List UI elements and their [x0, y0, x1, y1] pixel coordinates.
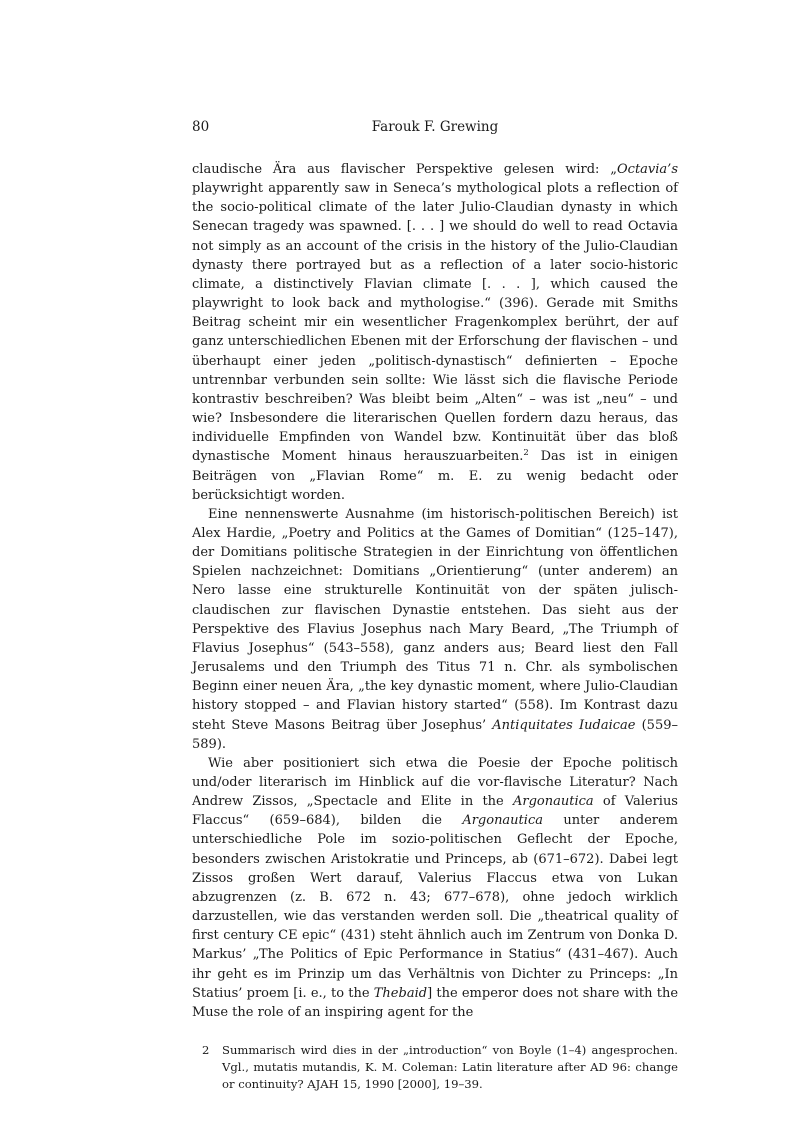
footnotes [192, 1042, 678, 1092]
footnote-mark: 2 [202, 1043, 210, 1058]
running-head [192, 118, 678, 140]
paragraph-3: Wie aber positioniert sich etwa die Poesie der Epoche politisch und/oder literarisch im Hinblick auf die vor-flavische Literatur? Nach Andrew Zissos, „Spectacle and Elite in the Argonautica of Valerius Flaccus“ (659–684), bilden die Argonautica unter anderem unterschiedliche Pole im sozio-politischen Geflecht der Epoche, besonders zwischen Aristokratie und Princeps, ab (671–672). Dabei legt Zissos großen Wert darauf, Valerius Flaccus etwa von Lukan abzugrenzen (z. B. 672 n. 43; 677–678), ohne jedoch wirklich darzustellen, wie das verstanden werden soll. Die „theatrical quality of first century CE epic“ (431) steht ähnlich auch im Zentrum von Donka D. Markus’ „The Politics of Epic Performance in Statius“ (431–467). Auch ihr geht es im Prinzip um das Verhältnis von Dichter zu Princeps: „In Statius’ proem [i. e., to the Thebaid] the emperor does not share with the Muse the role of an inspiring agent for the [192, 755, 679, 1020]
paragraph-2: Eine nennenswerte Ausnahme (im historisch-politischen Bereich) ist Alex Hardie, „Poetry and Politics at the Games of Domitian“ (125–147), der Domitians politische Strategien in der Einrichtung von öffentlichen Spielen nachzeichnet: Domitians „Orientierung“ (unter anderem) an Nero lasse eine strukturelle Kontinuität von der späten julisch-claudischen zur flavischen Dynastie entstehen. Das sieht aus der Perspektive des Flavius Josephus nach Mary Beard, „The Triumph of Flavius Josephus“ (543–558), ganz anders aus; Beard liest den Fall Jerusalems und den Triumph des Titus 71 n. Chr. als symbolischen Beginn einer neuen Ära, „the key dynastic moment, where Julio-Claudian history stopped – and Flavian history started“ (558). Im Kontrast dazu steht Steve Masons Beitrag über Josephus’ Antiquitates Iudaicae (559–589). [192, 506, 678, 752]
italic-title: Argonautica [462, 813, 543, 829]
paragraph-1: claudische Ära aus flavischer Perspektive gelesen wird: „Octavia’s playwright apparently saw in Seneca’s mythological plots a reflection of the socio-political climate of the later Julio-Claudian dynasty in which Senecan tragedy was spawned. [. . . ] we should do well to read Octavia not simply as an account of the crisis in the history of the Julio-Claudian dynasty there portrayed but as a reflection of a later socio-historic climate, a distinctively Flavian climate [. . . ], which caused the playwright to look back and mythologise.“ (396). Gerade mit Smiths Beitrag scheint mir ein wesentlicher Fragenkomplex berührt, der auf ganz unterschiedlichen Ebenen mit der Erforschung der flavischen – und überhaupt einer jeden „politisch-dynastisch“ definierten – Epoche untrennbar verbunden sein sollte: Wie lässt sich die flavische Periode kontrastiv beschreiben? Was bleibt beim „Alten“ – was ist „neu“ – und wie? Insbesondere die literarischen Quellen fordern dazu heraus, das individuelle Empfinden von Wandel bzw. Kontinuität über das bloß dynastische Moment hinaus herauszuarbeiten.$^2$ Das ist in einigen Beiträgen von „Flavian Rome“ m. E. zu wenig bedacht oder berücksichtigt worden. [192, 162, 678, 503]
footnote [192, 1042, 678, 1092]
running-title: Farouk F. Grewing [371, 119, 499, 135]
italic-title: Thebaid [373, 985, 428, 1001]
italic-title: Argonautica [512, 794, 594, 810]
italic-title: Antiquitates Iudaicae [492, 717, 636, 733]
document-page [192, 118, 678, 1092]
page-number: 80 [192, 119, 210, 135]
body-text [192, 160, 678, 1022]
footnote-ref[interactable]: 2 [523, 448, 529, 459]
italic-title: Octavia’s [617, 162, 678, 177]
footnote-text: Summarisch wird dies in der „introduction“ von Boyle (1–4) angesprochen. Vgl., mutatis mutandis, K. M. Coleman: Latin literature after AD 96: change or continuity? AJAH 15, 1990 [2000], 19–39. [222, 1043, 678, 1091]
